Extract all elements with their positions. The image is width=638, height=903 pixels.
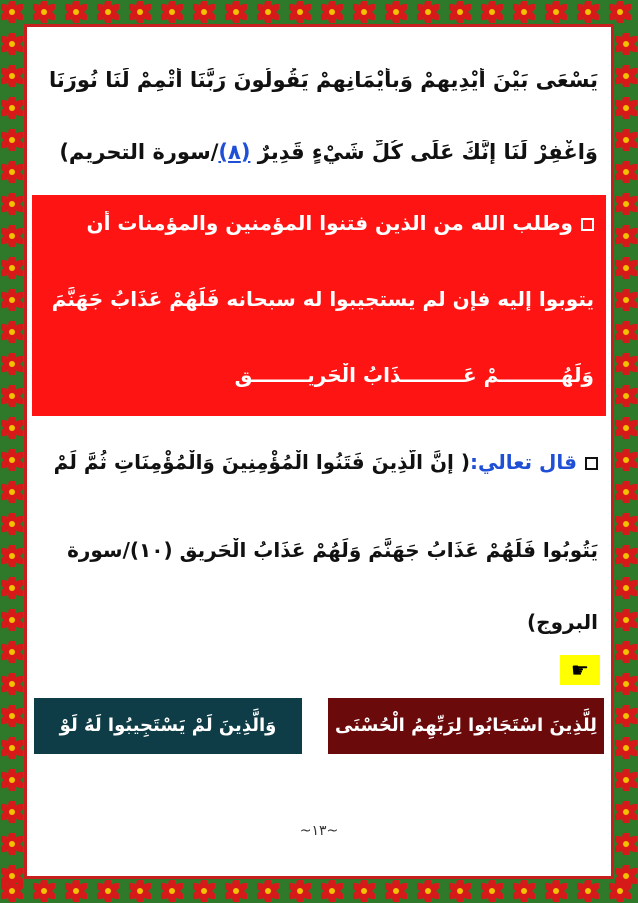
poinsettia-flower-icon: [481, 880, 503, 902]
page-number: ~١٣~: [299, 823, 339, 839]
poinsettia-flower-icon: [545, 880, 567, 902]
square-bullet-icon: [585, 457, 598, 470]
poinsettia-flower-icon: [33, 1, 55, 23]
poinsettia-flower-icon: [97, 880, 119, 902]
poinsettia-flower-icon: [577, 1, 599, 23]
poinsettia-flower-icon: [545, 1, 567, 23]
poinsettia-flower-icon: [1, 513, 23, 535]
poinsettia-flower-icon: [289, 880, 311, 902]
poinsettia-flower-icon: [193, 880, 215, 902]
poinsettia-flower-icon: [1, 97, 23, 119]
poinsettia-flower-icon: [161, 880, 183, 902]
red-box-line-3: وَلَهُـــــــــمْ عَـــــــــذَابُ الْحَرِيــــــــقِ: [234, 363, 594, 387]
poinsettia-flower-icon: [417, 880, 439, 902]
red-box-line-2: يتوبوا إليه فإن لم يستجيبوا له سبحانه فَلَهُمْ عَذَابُ جَهَنَّمَ: [51, 287, 594, 311]
red-box-line-1-text: وطلب الله من الذين فتنوا المؤمنين والمؤمنات أن: [86, 211, 573, 235]
poinsettia-flower-icon: [615, 225, 637, 247]
poinsettia-flower-icon: [1, 737, 23, 759]
poinsettia-flower-icon: [385, 880, 407, 902]
verse-line-5: يَتُوبُوا فَلَهُمْ عَذَابُ جَهَنَّمَ وَلَهُمْ عَذَابُ الْحَرِيقِ (١٠)/سورة: [67, 538, 598, 562]
poinsettia-flower-icon: [1, 801, 23, 823]
poinsettia-flower-icon: [1, 289, 23, 311]
poinsettia-flower-icon: [289, 1, 311, 23]
poinsettia-flower-icon: [1, 417, 23, 439]
poinsettia-flower-icon: [615, 641, 637, 663]
poinsettia-flower-icon: [577, 880, 599, 902]
poinsettia-flower-icon: [615, 449, 637, 471]
poinsettia-flower-icon: [615, 385, 637, 407]
poinsettia-flower-icon: [65, 1, 87, 23]
poinsettia-flower-icon: [449, 880, 471, 902]
poinsettia-flower-icon: [513, 880, 535, 902]
poinsettia-flower-icon: [1, 449, 23, 471]
poinsettia-flower-icon: [615, 513, 637, 535]
red-highlight-box: [32, 195, 606, 416]
poinsettia-flower-icon: [615, 865, 637, 887]
poinsettia-flower-icon: [353, 1, 375, 23]
poinsettia-flower-icon: [615, 65, 637, 87]
poinsettia-flower-icon: [1, 641, 23, 663]
verse-line-2-text: وَاغْفِرْ لَنَا إِنَّكَ عَلَى كُلِّ شَيْءٍ قَدِيرٌ: [257, 140, 598, 164]
poinsettia-flower-icon: [615, 673, 637, 695]
poinsettia-flower-icon: [257, 1, 279, 23]
poinsettia-flower-icon: [1, 609, 23, 631]
poinsettia-flower-icon: [1, 321, 23, 343]
poinsettia-flower-icon: [353, 880, 375, 902]
poinsettia-flower-icon: [615, 705, 637, 727]
poinsettia-flower-icon: [65, 880, 87, 902]
maroon-verse-box: لِلَّذِينَ اسْتَجَابُوا لِرَبِّهِمُ الْحُسْنَى: [328, 698, 604, 754]
poinsettia-flower-icon: [225, 880, 247, 902]
poinsettia-flower-icon: [417, 1, 439, 23]
poinsettia-flower-icon: [615, 577, 637, 599]
poinsettia-flower-icon: [1, 193, 23, 215]
poinsettia-flower-icon: [225, 1, 247, 23]
poinsettia-flower-icon: [615, 161, 637, 183]
verse-line-4: [40, 450, 598, 474]
qal-taala-label: قال تعالي:: [470, 450, 577, 474]
surah-reference: /سورة التحريم): [59, 140, 219, 164]
verse-line-6: البروج): [527, 610, 598, 634]
poinsettia-flower-icon: [615, 129, 637, 151]
poinsettia-flower-icon: [615, 481, 637, 503]
poinsettia-flower-icon: [615, 33, 637, 55]
poinsettia-flower-icon: [1, 545, 23, 567]
poinsettia-flower-icon: [1, 705, 23, 727]
poinsettia-flower-icon: [615, 737, 637, 759]
verse-line-1: يَسْعَى بَيْنَ أَيْدِيهِمْ وَبِأَيْمَانِهِمْ يَقُولُونَ رَبَّنَا أَتْمِمْ لَنَا نُورَنَا: [49, 68, 598, 92]
poinsettia-flower-icon: [513, 1, 535, 23]
page-content: [30, 30, 608, 873]
poinsettia-flower-icon: [615, 321, 637, 343]
poinsettia-flower-icon: [609, 1, 631, 23]
verse-line-4-text: ( إِنَّ الَّذِينَ فَتَنُوا الْمُؤْمِنِينَ وَالْمُؤْمِنَاتِ ثُمَّ لَمْ: [53, 450, 471, 474]
teal-verse-box: وَالَّذِينَ لَمْ يَسْتَجِيبُوا لَهُ لَوْ: [34, 698, 302, 754]
poinsettia-flower-icon: [615, 833, 637, 855]
pointing-hand-icon: ☛: [560, 655, 600, 685]
poinsettia-flower-icon: [1, 161, 23, 183]
verse-line-2: [40, 140, 598, 164]
poinsettia-flower-icon: [1, 353, 23, 375]
poinsettia-flower-icon: [161, 1, 183, 23]
poinsettia-flower-icon: [615, 193, 637, 215]
poinsettia-flower-icon: [481, 1, 503, 23]
poinsettia-flower-icon: [615, 417, 637, 439]
poinsettia-flower-icon: [615, 609, 637, 631]
poinsettia-flower-icon: [321, 880, 343, 902]
square-bullet-icon: [581, 218, 594, 231]
poinsettia-flower-icon: [129, 1, 151, 23]
poinsettia-flower-icon: [615, 289, 637, 311]
poinsettia-flower-icon: [449, 1, 471, 23]
poinsettia-flower-icon: [1, 33, 23, 55]
poinsettia-flower-icon: [385, 1, 407, 23]
poinsettia-flower-icon: [1, 673, 23, 695]
poinsettia-flower-icon: [1, 769, 23, 791]
poinsettia-flower-icon: [97, 1, 119, 23]
poinsettia-flower-icon: [1, 65, 23, 87]
poinsettia-flower-icon: [1, 1, 23, 23]
poinsettia-flower-icon: [615, 353, 637, 375]
poinsettia-flower-icon: [321, 1, 343, 23]
poinsettia-flower-icon: [1, 865, 23, 887]
poinsettia-flower-icon: [1, 257, 23, 279]
poinsettia-flower-icon: [1, 385, 23, 407]
poinsettia-flower-icon: [615, 97, 637, 119]
poinsettia-flower-icon: [615, 801, 637, 823]
poinsettia-flower-icon: [615, 769, 637, 791]
poinsettia-flower-icon: [257, 880, 279, 902]
poinsettia-flower-icon: [33, 880, 55, 902]
verse-number: (٨): [218, 140, 251, 164]
poinsettia-flower-icon: [1, 129, 23, 151]
poinsettia-flower-icon: [129, 880, 151, 902]
poinsettia-flower-icon: [615, 545, 637, 567]
poinsettia-flower-icon: [1, 225, 23, 247]
poinsettia-flower-icon: [1, 833, 23, 855]
poinsettia-flower-icon: [1, 577, 23, 599]
poinsettia-flower-icon: [193, 1, 215, 23]
poinsettia-flower-icon: [615, 257, 637, 279]
red-box-line-1: [40, 211, 594, 235]
poinsettia-flower-icon: [1, 481, 23, 503]
